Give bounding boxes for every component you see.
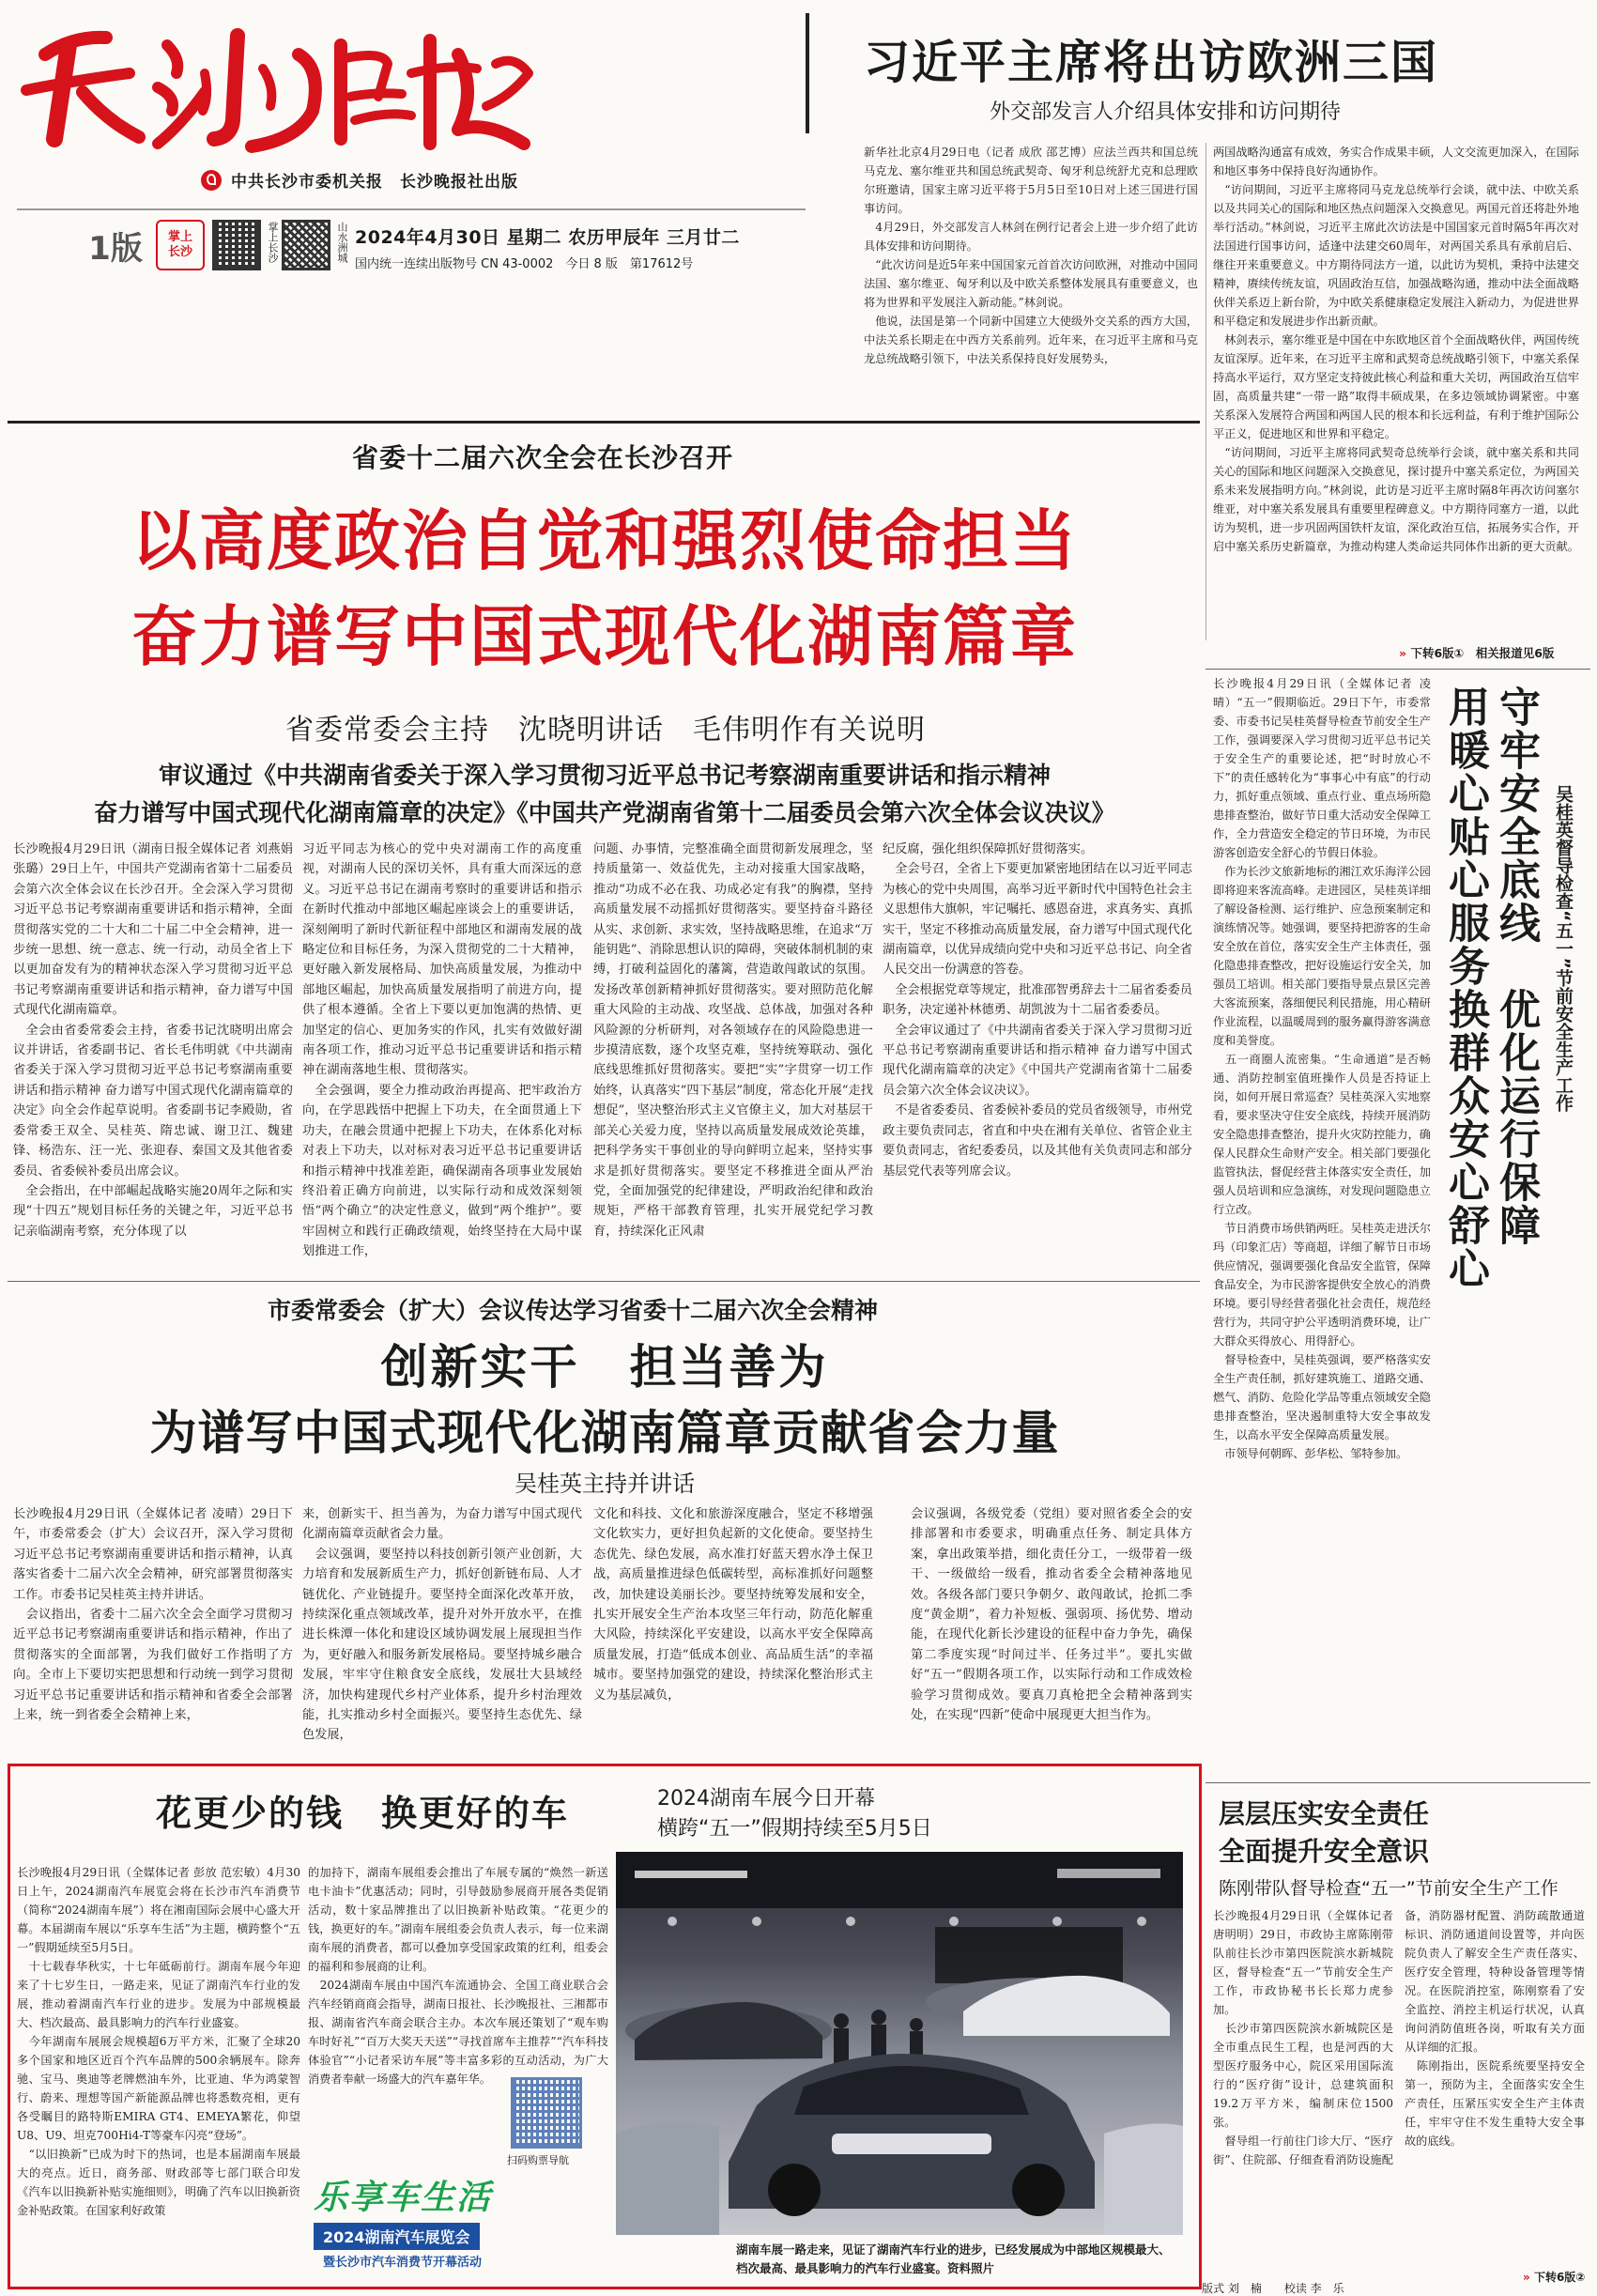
side2-body: 长沙晚报4月29日讯（全媒体记者 唐明明）29日，市政协主席陈刚带队前往长沙市第四医院滨水新城院区，督导检查“五一”节前安全生产工作，市政协秘书长长郑力虎参加。 长沙市第四医院滨水新城院区是全市重点民生工程，也是河西的大型医疗服务中心，院区采用国际流行的“医疗街”设计，总建筑面积19.2万平方米，编制床位1500张。 督导组一行前往门诊大厅、“医疗街”、住院部、仔细查看消防设施配备，消防器材配置、消防疏散通道标识、消防通道间设置等，并向医院负责人了解安全生产责任落实、医疗安全管理，特种设备管理等情况。在医院消控室，陈刚察看了安全监控、消控主机运行状况，认真询问消防值班各岗，听取有关方面从详细的汇报。 陈刚指出，医院系统要坚持安全第一，预防为主，全面落实安全生产责任，压紧压实安全生产主体责任，牢牢守住不发生重特大安全事故的底线。: [1213, 1909, 1585, 2166]
lead-resolution-1: 审议通过《中共湖南省委关于深入学习贯彻习近平总书记考察湖南重要讲话和指示精神: [158, 762, 1051, 789]
lead-headline-1: 以高度政治自觉和强烈使命担当: [131, 502, 1078, 579]
auto-show-event-logo: [314, 2171, 614, 2280]
auto-show-headline: 花更少的钱 换更好的车: [156, 1793, 570, 1834]
auto-show-qr-caption: 扫码购票导航: [507, 2154, 569, 2166]
footer-editor: 版式 刘 楠 校读 李 乐: [1202, 2282, 1344, 2295]
lead-resolution-2: 奋力谱写中国式现代化湖南篇章的决定》《中国共产党湖南省第十二届委员会第六次全体会议决议》: [94, 799, 1115, 826]
top-story-divider: [1205, 143, 1206, 640]
lead-top-rule: [8, 421, 1200, 424]
auto-show-photo: [616, 1852, 1183, 2235]
side-headline-2: 用暖心贴心服务换群众安心舒心: [1441, 686, 1489, 1290]
lead-deck: 省委常委会主持 沈晓明讲话 毛伟明作有关说明: [285, 714, 926, 747]
sponsor-line: [201, 168, 518, 192]
side2-headline-2: 全面提升安全意识: [1219, 1836, 1430, 1867]
second-kicker: 市委常委会（扩大）会议传达学习省委十二届六次全会精神: [268, 1297, 879, 1324]
jump-arrow-icon: »: [1399, 646, 1407, 660]
auto-show-photo-caption: 湖南车展一路走来，见证了湖南汽车行业的进步，已经发展成为中部地区规模最大、档次最高、最具影响力的汽车行业盛宴。资料照片: [736, 2242, 1171, 2275]
second-col-3: 文化和科技、文化和旅游深度融合，坚定不移增强文化软实力，更好担负起新的文化使命。要坚持生态优先、绿色发展，高水准打好蓝天碧水净土保卫战，高质量推进绿色低碳转型，高标准抓好问题整改，加快建设美丽长沙。要坚持统筹发展和安全，扎实开展安全生产治本攻坚三年行动，防范化解重大风险，持续深化平安建设，以高水平安全保障高质量发展，打造“低成本创业、高品质生活”的幸福城市。要坚持加强党的建设，持续深化整治形式主义为基层减负，: [593, 1507, 873, 1703]
second-col-2: 来，创新实干、担当善为，为奋力谱写中国式现代化湖南篇章贡献省会力量。 会议强调，要坚持以科技创新引领产业创新，大力培育和发展新质生产力，抓好创新链布局、人才链优化、产业链提升。要坚持全面深化改革开放，持续深化重点领域改革，提升对外开放水平，在推进长株潭一体化和建设区域协调发展上展现担当作为，更好融入和服务新发展格局。要坚持城乡融合发展，牢牢守住粮食安全底线，发展壮大县域经济，加快构建现代乡村产业体系，提升乡村治理效能，扎实推动乡村全面振兴。要坚持生态优先、绿色发展，: [302, 1507, 582, 1743]
masthead-logo: [17, 17, 543, 158]
top-story-bar: [806, 13, 809, 133]
side2-jump[interactable]: [1523, 2269, 1585, 2285]
sponsor-text: 中共长沙市委机关报 长沙晚报社出版: [231, 173, 518, 192]
issue-line: 国内统一连续出版物号 CN 43-0002 今日 8 版 第17612号: [355, 257, 694, 271]
second-headline-1: 创新实干 担当善为: [380, 1340, 829, 1395]
auto-show-subhead: 横跨“五一”假期持续至5月5日: [657, 1817, 932, 1841]
lead-col-1: 长沙晚报4月29日讯（湖南日报全媒体记者 刘燕娟 张璐）29日上午，中国共产党湖南省第十二届委员会第六次全体会议在长沙召开。全会深入学习贯彻习近平总书记考察湖南重要讲话和指示精神，全面贯彻落实党的二十大和二十届二中全会精神，进一步统一思想、统一意志、统一行动，动员全省上下以更加奋发有为的精神状态深入学习贯彻习近平总书记考察湖南重要讲话和指示精神，奋力谱写中国式现代化湖南篇章。 全会由省委常委会主持，省委书记沈晓明出席会议并讲话，省委副书记、省长毛伟明就《中共湖南省委关于深入学习贯彻习近平总书记考察湖南重要讲话和指示精神 奋力谱写中国式现代化湖南篇章的决定》向全会作起草说明。省委副书记李殿勋，省委常委王双全、吴桂英、隋忠诚、谢卫江、魏建锋、杨浩东、汪一光、张迎春、秦国文及其他省委委员、省委候补委员出席会议。 全会指出，在中部崛起战略实施20周年之际和实现“十四五”规划目标任务的关键之年，习近平总书记亲临湖南考察，充分体现了以: [13, 842, 293, 1239]
side2-top-rule: [1205, 1782, 1590, 1783]
auto-show-logo-banner: 2024湖南汽车展览会: [314, 2223, 480, 2250]
top-story-body-left: 新华社北京4月29日电（记者 成欣 邵艺博）应法兰西共和国总统马克龙、塞尔维亚共和国总统武契奇、匈牙利总统舒尤克和总理欧尔班邀请，国家主席习近平将于5月5日至10日对上述三国进行国事访问。 4月29日，外交部发言人林剑在例行记者会上进一步介绍了此访具体安排和访问期待。 “此次访问是近5年来中国国家元首首次访问欧洲，对推动中国同法国、塞尔维亚、匈牙利以及中欧关系整体发展具有重要意义，也将为世界和平发展注入新动能。”林剑说。 他说，法国是第一个同新中国建立大使级外交关系的西方大国，中法关系长期走在中西方关系前列。近年来，在习近平主席和马克龙总统战略引领下，中法关系保持良好发展势头，: [864, 146, 1198, 365]
page-number-label: 1版: [88, 229, 143, 268]
side-body: 长沙晚报4月29日讯（全媒体记者 凌晴）“五一”假期临近。29日下午，市委常委、市委书记吴桂英督导检查节前安全生产工作，强调要深入学习贯彻习近平总书记关于安全生产的重要论述，把“时时放心不下”的责任感转化为“事事心中有底”的行动力，抓好重点领域、重点行业、重点场所隐患排查整治，做好节日重大活动安全保障工作，全力营造安全稳定的节日环境，为市民游客创造安全舒心的节假日体验。 作为长沙文旅新地标的湘江欢乐海洋公园即将迎来客流高峰。走进园区，吴桂英详细了解设备检测、运行维护、应急预案制定和演练情况等。她强调，要坚持把游客的生命安全放在首位，落实安全生产主体责任，强化隐患排查整改，把好设施运行安全关，加强员工培训。相关部门要指导景点景区完善大客流预案，落细便民利民措施，用心精研作业流程，以温暖周到的服务赢得游客满意度和美誉度。 五一商圈人流密集。“生命通道”是否畅通、消防控制室值班操作人员是否持证上岗，如何开展日常巡查？吴桂英深入实地察看，要求坚决守住安全底线，持续开展消防安全隐患排查整治，提升火灾防控能力，确保人民群众生命财产安全。相关部门要强化监管执法，督促经营主体落实安全责任，加强人员培训和应急演练，对发现问题隐患立行立改。 节日消费市场供销两旺。吴桂英走进沃尔玛（印象汇店）等商超，详细了解节日市场供应情况，强调要强化食品安全监管，保障食品安全，为市民游客提供安全放心的消费环境。要引导经营者强化社会责任，规范经营行为，共同守护公平透明消费环境，让广大群众买得放心、用得舒心。 督导检查中，吴桂英强调，要严格落实安全生产责任制，抓好建筑施工、道路交通、燃气、消防、危险化学品等重点领域安全隐患排查整治，坚决遏制重特大安全事故发生，以高水平安全保障高质量发展。 市领导何朝晖、彭华松、邹特参加。: [1213, 677, 1431, 1460]
page-number: [83, 211, 148, 279]
auto-show-col-1: 长沙晚报4月29日讯（全媒体记者 彭放 范宏敏）4月30日上午，2024湖南汽车展览会将在长沙市汽车消费节（简称“2024湖南车展”）将在湘南国际会展中心盛大开幕。本届湖南车展以“乐享车生活”为主题，横跨整个“五一”假期延续至5月5日。 十七载春华秋实，十七年砥砺前行。湖南车展今年迎来了十七岁生日，一路走来，见证了湖南汽车行业的发展，推动着湖南汽车行业的进步。发展为中部规模最大、档次最高、最具影响力的汽车行业盛宴。 今年湖南车展展会规模超6万平方米，汇聚了全球20多个国家和地区近百个汽车品牌的500余辆展车。除奔驰、宝马、奥迪等老牌燃油车外，比亚迪、华为鸿蒙智行、蔚来、理想等国产新能源品牌也将悉数亮相，更有各受瞩目的路特斯EMIRA GT4、EMEYA繁花，仰望U8、U9、坦克700Hi4-T等豪车闪亮“登场”。 “以旧换新”已成为时下的热词，也是本届湖南车展最大的亮点。近日，商务部、财政部等七部门联合印发《汽车以旧换新补贴实施细则》，明确了汽车以旧换新资金补贴政策。在国家利好政策: [17, 1866, 300, 2217]
app-badge-label: 掌上长沙: [167, 230, 192, 259]
lead-col-2: 习近平同志为核心的党中央对湖南工作的高度重视，对湖南人民的深切关怀，具有重大而深远的意义。习近平总书记在湖南考察时的重要讲话和指示在新时代推动中部地区崛起座谈会上的重要讲话，深刻阐明了新时代新征程中部地区和湖南发展的战略定位和目标任务，为深入贯彻党的二十大精神，更好融入新发展格局、加快高质量发展，为推动中部地区崛起，加快高质量发展指明了前进方向，提供了根本遵循。全省上下要以更加饱满的热情、更加坚定的信心、更加务实的作风，扎实有效做好湖南各项工作，推动习近平总书记重要讲话和指示精神在湖南落地生根、贯彻落实。 全会强调，要全力推动政治再提高、把牢政治方向，在学思践悟中把握上下功夫，在全面贯通上下功夫，在融会贯通中把握上下功夫，在体系化对标对表上下功夫，以对标对表习近平总书记重要讲话和指示精神中找准差距，确保湖南各项事业发展始终沿着正确方向前进，以实际行动和成效深刻领悟“两个确立”的决定性意义，做到“两个维护”。要牢固树立和践行正确政绩观，始终坚持在大局中谋划推进工作，: [302, 842, 582, 1259]
lead-col-4: 纪反腐，强化组织保障抓好贯彻落实。 全会号召，全省上下要更加紧密地团结在以习近平同志为核心的党中央周围，高举习近平新时代中国特色社会主义思想伟大旗帜，牢记嘱托、感恩奋进，求真务实、真抓实干，坚定不移推动高质量发展，奋力谱写中国式现代化湖南篇章，以优异成绩向党中央和习近平总书记、向全省人民交出一份满意的答卷。 全会根据党章等规定，批准邵智勇辞去十二届省委委员职务，决定递补林德勇、胡凯波为十二届省委委员。 全会审议通过了《中共湖南省委关于深入学习贯彻习近平总书记考察湖南重要讲话和指示精神 奋力谱写中国式现代化湖南篇章的决定》《中国共产党湖南省第十二届委员会第六次全体会议决议》。 不是省委委员、省委候补委员的党员省级领导，市州党政主要负责同志，省直和中央在湘有关单位、省管企业主要负责同志，省纪委委员，以及其他有关负责同志和部分基层党代表等列席会议。: [883, 842, 1192, 1179]
side2-headline-1: 层层压实安全责任: [1219, 1798, 1430, 1829]
qr-code-2[interactable]: [282, 220, 330, 270]
second-headline-2: 为谱写中国式现代化湖南篇章贡献省会力量: [149, 1406, 1060, 1460]
sponsor-emblem-icon: [201, 170, 222, 191]
lead-col-3: 问题、办事情，完整准确全面贯彻新发展理念，坚持质量第一、效益优先，主动对接重大国家战略，推动“功成不必在我、功成必定有我”的胸襟，坚持高质量发展不动摇抓好贯彻落实。要坚持奋斗路径从实、求创新、求实效，坚持战略思维，在追求“万能钥匙”、消除思想认识的障碍，突破体制机制的束缚，打破利益固化的藩篱，营造敢闯敢试的氛围。发扬改革创新精神抓好贯彻落实。要对照防范化解重大风险的主动战、攻坚战、总体战，加强对各种风险源的分析研判，对各领域存在的风险隐患进一步摸清底数，逐个攻坚克难，坚持统筹联动、强化底线思维抓好贯彻落实。要把“实”字贯穿一切工作始终，认真落实“四下基层”制度，常态化开展“走找想促”，坚决整治形式主义官僚主义，加大对基层干部关心关爱力度，坚持以高质量发展成效论英雄，把科学务实干事创业的导向鲜明立起来，坚持实事求是抓好贯彻落实。要坚定不移推进全面从严治党，全面加强党的纪律建设，严明政治纪律和政治规矩，严格干部教育管理，扎实开展党纪学习教育，持续深化正风肃: [593, 842, 873, 1239]
top-story-jump[interactable]: [1399, 644, 1554, 661]
auto-show-logo-banner-2: 暨长沙市汽车消费节开幕活动: [323, 2256, 483, 2270]
side-top-rule: [1205, 669, 1590, 670]
date-line: 2024年4月30日 星期二 农历甲辰年 三月廿二: [355, 227, 740, 248]
auto-show-logo-text: 乐享车生活: [314, 2179, 493, 2217]
second-col-4: 会议强调，各级党委（党组）要对照省委全会的安排部署和市委要求，明确重点任务、制定具体方案，拿出政策举措，细化责任分工，一级带着一级干、一级做给一级看，推动省委全会精神落地见效。各级各部门要只争朝夕、敢闯敢试，抢抓二季度“黄金期”，着力补短板、强弱项、扬优势、增动能，在现代化新长沙建设的征程中奋力争先，确保第二季度实现“时间过半、任务过半”。要扎实做好“五一”假期各项工作，以实际行动和工作成效检验学习贯彻成效。要真刀真枪把全会精神落到实处，在实现“四新”使命中展现更大担当作为。: [911, 1507, 1192, 1723]
app-badge[interactable]: [156, 220, 205, 270]
second-top-rule: [8, 1281, 1200, 1282]
top-story-jump-label: 下转6版① 相关报道见6版: [1410, 646, 1555, 660]
side-body-continued: [1213, 1472, 1579, 1473]
qr-caption-2: 山水洲城: [336, 222, 348, 263]
qr-code-1[interactable]: [212, 220, 261, 270]
lead-headline-2: 奋力谱写中国式现代化湖南篇章: [131, 598, 1078, 675]
side-vertical-kicker: 吴桂英督导检查“五一”节前安全生产工作: [1553, 785, 1574, 1112]
top-story-body-right: 两国战略沟通富有成效，务实合作成果丰硕，人文交流更加深入，在国际和地区事务中保持良好沟通协作。 “访问期间，习近平主席将同马克龙总统举行会谈，就中法、中欧关系以及共同关心的国际和地区热点问题深入交换意见。两国元首还将赴外地举行活动。”林剑说，习近平主席此次访法是中国国家元首时隔5年再次对法国进行国事访问，适逢中法建交60周年，对两国关系具有承前启后、继往开来重要意义。中方期待同法方一道，以此访为契机，秉持中法建交精神，赓续传统友谊，巩固政治互信，加强战略沟通，推动中法全面战略伙伴关系迈上新台阶，为中欧关系健康稳定发展注入新动力，为促进世界和平稳定和发展进步作出新贡献。 林剑表示，塞尔维亚是中国在中东欧地区首个全面战略伙伴，两国传统友谊深厚。近年来，在习近平主席和武契奇总统战略引领下，中塞关系保持高水平运行，双方坚定支持彼此核心利益和重大关切，两国政治互信牢固，高质量共建“一带一路”取得丰硕成果，在多边领域协调紧密。中塞关系深入发展符合两国和两国人民的根本和长远利益，有利于维护国际公平正义，促进地区和世界和平稳定。 “访问期间，习近平主席将同武契奇总统举行会谈，就中塞关系和共同关心的国际和地区问题深入交换意见，探讨提升中塞关系定位，为两国关系未来发展指明方向。”林剑说，此访是习近平主席时隔8年再次访问塞尔维亚，对中塞关系发展具有重要里程碑意义。中方期待同塞方一道，以此访为契机，进一步巩固两国铁杆友谊，深化政治互信，拓展务实合作，开启中塞关系历史新篇章，为推动构建人类命运共同体作出新的更大贡献。: [1213, 146, 1579, 553]
masthead-logo-art: [17, 17, 543, 158]
auto-show-photo-art: [616, 1852, 1183, 2235]
jump-arrow-icon-2: »: [1523, 2271, 1530, 2284]
second-col-1: 长沙晚报4月29日讯（全媒体记者 凌晴）29日下午，市委常委会（扩大）会议召开，深入学习贯彻习近平总书记考察湖南重要讲话和指示精神，认真落实省委十二届六次全会精神，研究部署贯彻落实工作。市委书记吴桂英主持并讲话。 会议指出，省委十二届六次全会全面学习贯彻习近平总书记考察湖南重要讲话和指示精神，作出了贯彻落实的全面部署，为我们做好工作指明了方向。全市上下要切实把思想和行动统一到学习贯彻习近平总书记重要讲话和指示精神和省委全会部署上来，统一到省委全会精神上来，: [13, 1507, 293, 1723]
side-headline-1: 守牢安全底线 优化运行保障: [1492, 686, 1540, 1247]
side2-deck: 陈刚带队督导检查“五一”节前安全生产工作: [1219, 1878, 1559, 1899]
top-story-subhead: 外交部发言人介绍具体安排和访问期待: [990, 100, 1342, 124]
qr-caption-1: 掌上长沙: [267, 222, 279, 263]
second-deck: 吴桂英主持并讲话: [514, 1471, 695, 1497]
auto-show-kicker: 2024湖南车展今日开幕: [657, 1787, 875, 1811]
auto-show-qr-code[interactable]: [511, 2077, 582, 2149]
auto-show-col-2: 的加持下，湖南车展组委会推出了车展专属的“焕然一新送电卡油卡”优惠活动；同时，引导鼓励参展商开展各类促销活动，数十家品牌推出了以旧换新补贴政策。“花更少的钱，换更好的车。”湖南车展组委会负责人表示，每一位来湖南车展的消费者，都可以叠加享受国家政策的红利，组委会的福利和参展商的让利。 2024湖南车展由中国汽车流通协会、全国工商业联合会汽车经销商商会指导，湖南日报社、长沙晚报社、三湘都市报、湖南省汽车商会联合主办。本次车展还策划了“观车购车时好礼”“百万大奖天天送”“寻找首席车主推荐”“汽车科技体验官”“小记者采访车展”等丰富多彩的互动活动，为广大消费者奉献一场盛大的汽车嘉年华。: [308, 1866, 608, 2086]
lead-kicker: 省委十二届六次全会在长沙召开: [352, 442, 734, 473]
masthead-divider: [17, 208, 806, 210]
top-story-headline: 习近平主席将出访欧洲三国: [864, 36, 1439, 89]
side2-jump-label: 下转6版②: [1533, 2271, 1586, 2284]
